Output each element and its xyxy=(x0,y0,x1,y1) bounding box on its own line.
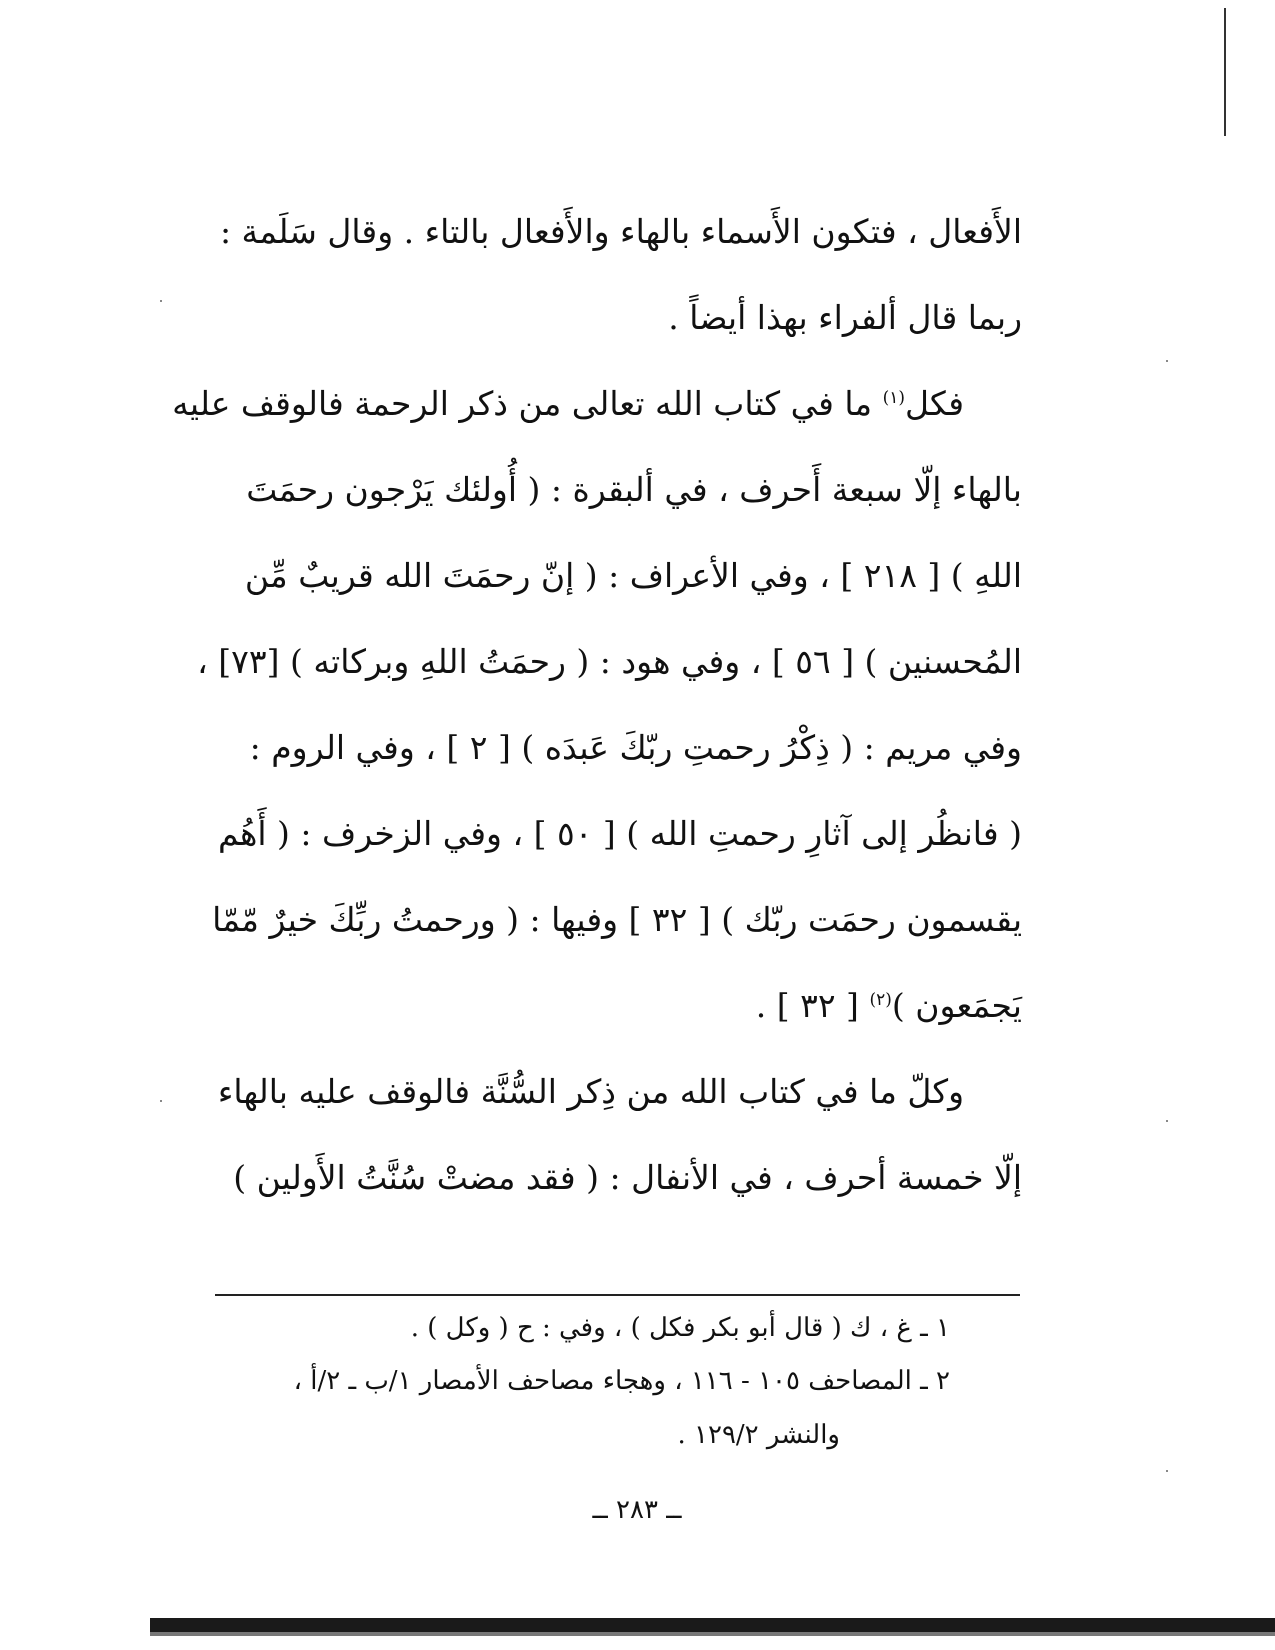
text-line: اللهِ ) [ ٢١٨ ] ، وفي الأعراف : ( إنّ رحمَتَ الله قريبٌ مِّن xyxy=(244,556,1022,595)
footnote-ref: (٢) xyxy=(869,990,892,1010)
scan-speck xyxy=(160,1100,162,1102)
text-span: فكل xyxy=(905,384,964,423)
scan-speck xyxy=(160,300,162,302)
scan-speck xyxy=(1166,1470,1168,1472)
scan-speck xyxy=(1166,360,1168,362)
footnote: ١ ـ غ ، ك ( قال أبو بكر فكل ) ، وفي : ح ( وكل ) . xyxy=(410,1313,950,1343)
scan-edge-line xyxy=(1224,8,1226,136)
scan-bottom-edge xyxy=(150,1618,1275,1632)
scan-bottom-edge-shade xyxy=(150,1632,1275,1636)
footnote-separator xyxy=(215,1294,1020,1296)
footnote: ٢ ـ المصاحف ١٠٥ - ١١٦ ، وهجاء مصاحف الأمصار ١/ب ـ ٢/أ ، xyxy=(293,1366,950,1396)
page-number: ــ ٢٨٣ ــ xyxy=(592,1495,682,1525)
text-line: يقسمون رحمَت ربّك ) [ ٣٢ ] وفيها : ( ورحمتُ ربِّكَ خيرٌ مّمّا xyxy=(212,900,1022,939)
text-line: الأَفعال ، فتكون الأَسماء بالهاء والأَفعال بالتاء . وقال سَلَمة : xyxy=(219,212,1022,251)
text-span: يَجمَعون ) xyxy=(891,986,1022,1025)
text-line: بالهاء إلّا سبعة أَحرف ، في ألبقرة : ( أُولئك يَرْجون رحمَتَ xyxy=(246,470,1022,509)
paragraph-first-line xyxy=(172,384,1022,423)
paragraph-last-line xyxy=(212,986,1022,1025)
text-line: وفي مريم : ( ذِكْرُ رحمتِ ربّكَ عَبدَه ) [ ٢ ] ، وفي الروم : xyxy=(249,728,1022,767)
text-line: إلّا خمسة أحرف ، في الأنفال : ( فقد مضتْ سُنَّتُ الأَولين ) xyxy=(233,1158,1022,1197)
footnote-ref: (١) xyxy=(882,388,905,408)
footnote: والنشر ١٢٩/٢ . xyxy=(677,1420,840,1450)
text-span: [ ٣٢ ] . xyxy=(755,986,859,1025)
text-line: ربما قال ألفراء بهذا أيضاً . xyxy=(668,298,1022,337)
text-line: المُحسنين ) [ ٥٦ ] ، وفي هود : ( رحمَتُ اللهِ وبركاته ) [٧٣] ، xyxy=(197,642,1022,681)
scan-speck xyxy=(1166,1120,1168,1122)
paragraph-first-line: وكلّ ما في كتاب الله من ذِكر السُّنَّة فالوقف عليه بالهاء xyxy=(217,1072,964,1111)
text-line: ( فانظُر إلى آثارِ رحمتِ الله ) [ ٥٠ ] ، وفي الزخرف : ( أَهُم xyxy=(218,814,1022,853)
text-span: ما في كتاب الله تعالى من ذكر الرحمة فالوقف عليه xyxy=(172,384,883,423)
